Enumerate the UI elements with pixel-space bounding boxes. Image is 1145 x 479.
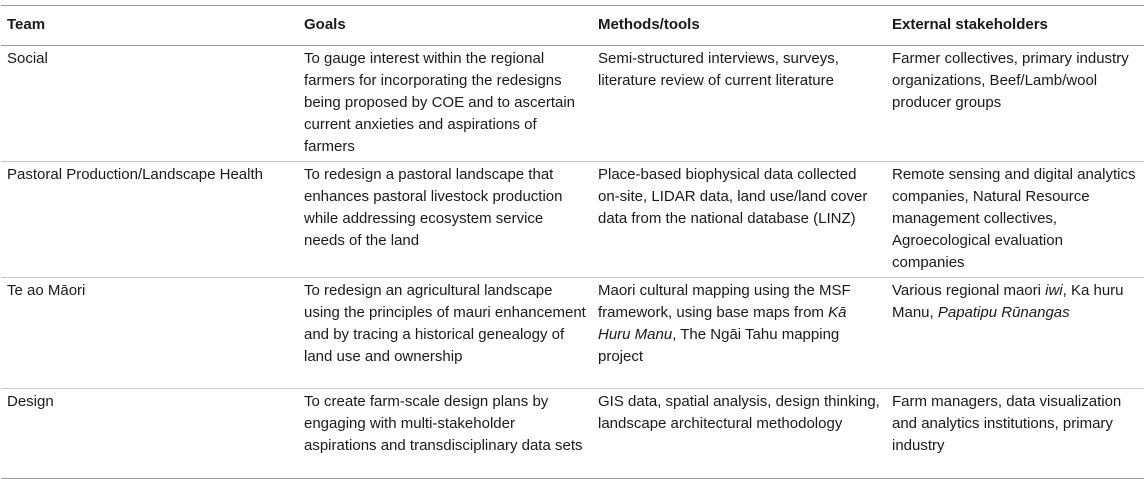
stakeholders-text-c: , Ka huru Manu, xyxy=(892,282,1124,321)
teams-table xyxy=(1,5,1144,479)
table-row xyxy=(1,278,1144,389)
cell-goals: To create farm-scale design plans by engaging with multi-stakeholder aspirations and transdisciplinary data sets xyxy=(298,389,592,479)
header-stakeholders: External stakeholders xyxy=(886,6,1144,46)
cell-goals: To redesign an agricultural landscape using the principles of mauri enhancement and by tracing a historical genealogy of land use and ownership xyxy=(298,278,592,389)
cell-methods xyxy=(592,278,886,389)
cell-team: Social xyxy=(1,46,298,162)
header-methods: Methods/tools xyxy=(592,6,886,46)
stakeholders-text-b: iwi xyxy=(1045,282,1063,299)
cell-goals: To redesign a pastoral landscape that enhances pastoral livestock production while addressing ecosystem service needs of the land xyxy=(298,162,592,278)
table-row xyxy=(1,162,1144,278)
cell-stakeholders xyxy=(886,278,1144,389)
cell-team: Pastoral Production/Landscape Health xyxy=(1,162,298,278)
table-row xyxy=(1,389,1144,479)
methods-text-b: Kā Huru Manu xyxy=(598,304,847,343)
table-row xyxy=(1,46,1144,162)
cell-stakeholders: Farmer collectives, primary industry organizations, Beef/Lamb/wool producer groups xyxy=(886,46,1144,162)
cell-stakeholders: Farm managers, data visualization and analytics institutions, primary industry xyxy=(886,389,1144,479)
header-goals: Goals xyxy=(298,6,592,46)
stakeholders-text-a: Various regional maori xyxy=(892,282,1046,299)
cell-methods: GIS data, spatial analysis, design thinking, landscape architectural methodology xyxy=(592,389,886,479)
cell-team: Design xyxy=(1,389,298,479)
stakeholders-text-d: Papatipu Rūnangas xyxy=(937,304,1070,321)
header-team: Team xyxy=(1,6,298,46)
cell-goals: To gauge interest within the regional farmers for incorporating the redesigns being proposed by COE and to ascertain current anxieties and aspirations of farmers xyxy=(298,46,592,162)
cell-methods: Semi-structured interviews, surveys, literature review of current literature xyxy=(592,46,886,162)
header-row xyxy=(1,6,1144,46)
cell-team: Te ao Māori xyxy=(1,278,298,389)
cell-methods: Place-based biophysical data collected on-site, LIDAR data, land use/land cover data from the national database (LINZ) xyxy=(592,162,886,278)
methods-text-c: , The Ngāi Tahu mapping project xyxy=(598,326,840,365)
methods-text-a: Maori cultural mapping using the MSF framework, using base maps from xyxy=(598,282,851,321)
cell-stakeholders: Remote sensing and digital analytics companies, Natural Resource management collectives, Agroecological evaluation companies xyxy=(886,162,1144,278)
